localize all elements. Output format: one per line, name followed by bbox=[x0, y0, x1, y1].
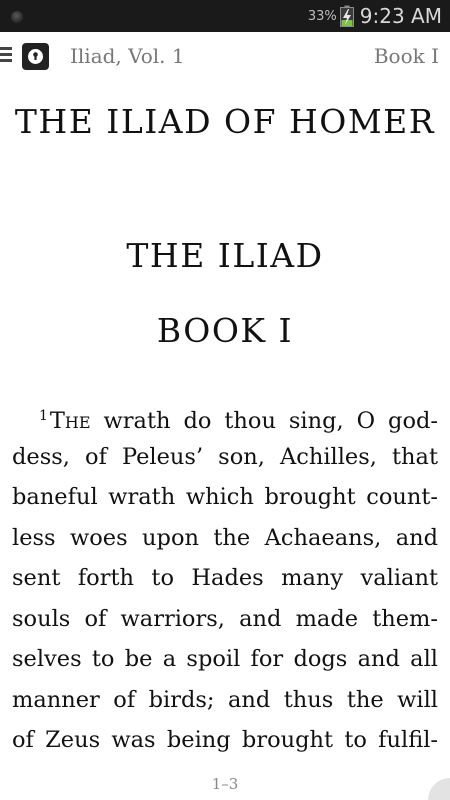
status-bar bbox=[0, 0, 450, 32]
text-line: selves to be a spoil for dogs and all bbox=[12, 646, 438, 672]
text-line: manner of birds; and thus the will bbox=[12, 686, 438, 713]
status-clock: 9:23 AM bbox=[359, 4, 442, 28]
keyhole-app-icon[interactable] bbox=[22, 43, 49, 70]
text-line: baneful wrath which brought count- bbox=[12, 484, 438, 510]
text-line: souls of warriors, and made them- bbox=[12, 605, 438, 632]
text-line: dess, of Peleus’ son, Achilles, that bbox=[12, 443, 438, 470]
hamburger-menu-icon[interactable] bbox=[0, 47, 12, 63]
drop-word: The bbox=[49, 408, 91, 434]
verse-text bbox=[12, 396, 438, 761]
text-line: less woes upon the Achaeans, and bbox=[12, 524, 438, 551]
text-line: of Zeus was being brought to fulfil- bbox=[12, 727, 438, 753]
main-title: THE ILIAD OF HOMER bbox=[14, 102, 436, 141]
reader-toolbar bbox=[0, 32, 450, 80]
part-title: THE ILIAD bbox=[126, 236, 324, 275]
book-title[interactable]: Iliad, Vol. 1 bbox=[70, 44, 185, 68]
chapter-label[interactable]: Book I bbox=[373, 44, 439, 68]
verse-first-line bbox=[12, 396, 438, 437]
verse-number: 1 bbox=[39, 408, 48, 424]
book-heading: BOOK I bbox=[156, 311, 294, 350]
page-number: 1–3 bbox=[211, 775, 239, 793]
first-line-text: wrath do thou sing, O god- bbox=[103, 408, 438, 434]
notification-dot-icon bbox=[11, 11, 23, 23]
battery-percent: 33% bbox=[307, 8, 337, 24]
battery-charging-icon bbox=[340, 5, 354, 27]
text-line: sent forth to Hades many valiant bbox=[12, 565, 438, 591]
status-indicators bbox=[308, 0, 442, 32]
book-page[interactable] bbox=[0, 80, 450, 780]
